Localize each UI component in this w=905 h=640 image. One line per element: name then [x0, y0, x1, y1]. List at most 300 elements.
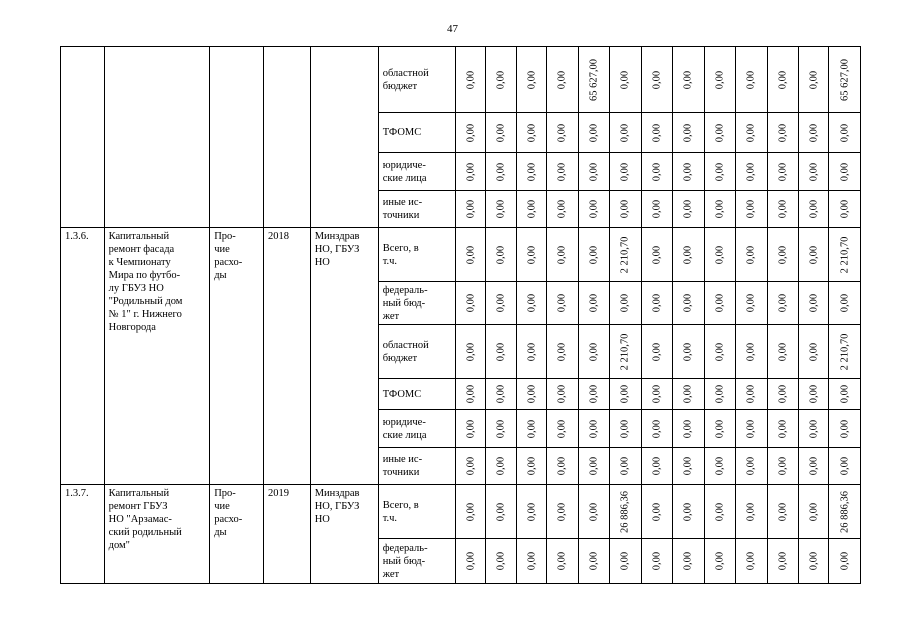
amount-cell — [736, 410, 767, 448]
amount-cell — [673, 153, 704, 191]
amount-value: 0,00 — [556, 123, 568, 142]
amount-cell — [767, 379, 798, 410]
amount-cell — [578, 153, 609, 191]
year: 2018 — [264, 228, 311, 485]
amount-cell — [829, 191, 861, 228]
amount-cell — [547, 379, 578, 410]
amount-value: 0,00 — [526, 502, 537, 521]
amount-cell — [704, 325, 735, 379]
amount-value: 0,00 — [777, 162, 789, 181]
amount-cell — [673, 191, 704, 228]
item-number: 1.3.7. — [61, 485, 105, 584]
amount-cell — [516, 539, 546, 584]
amount-cell — [829, 448, 861, 485]
amount-cell — [736, 153, 767, 191]
amount-cell — [547, 448, 578, 485]
funding-source: областной бюджет — [378, 47, 455, 113]
amount-value: 2 210,70 — [619, 333, 631, 370]
amount-value: 0,00 — [495, 419, 507, 438]
amount-value: 0,00 — [839, 293, 851, 313]
amount-cell — [829, 485, 861, 539]
amount-value: 0,00 — [556, 199, 568, 219]
amount-cell — [798, 113, 828, 153]
amount-cell — [673, 448, 704, 485]
amount-cell — [704, 539, 735, 584]
amount-value: 0,00 — [556, 162, 568, 181]
amount-value: 0,00 — [619, 551, 631, 571]
amount-cell — [673, 485, 704, 539]
amount-cell — [486, 47, 516, 113]
amount-value: 0,00 — [495, 502, 507, 521]
amount-cell — [673, 113, 704, 153]
amount-cell — [455, 228, 485, 282]
amount-value: 0,00 — [651, 70, 663, 89]
amount-cell — [578, 485, 609, 539]
funding-source: ТФОМС — [378, 379, 455, 410]
amount-cell — [673, 539, 704, 584]
amount-value: 0,00 — [777, 293, 789, 313]
amount-value: 0,00 — [839, 384, 851, 404]
amount-value: 26 886,36 — [839, 490, 851, 533]
amount-cell — [736, 282, 767, 325]
amount-cell — [798, 448, 828, 485]
amount-cell — [486, 325, 516, 379]
amount-value: 0,00 — [682, 162, 694, 181]
amount-value: 0,00 — [588, 502, 600, 521]
amount-value: 0,00 — [495, 456, 507, 476]
amount-cell — [455, 379, 485, 410]
amount-cell — [767, 539, 798, 584]
amount-value: 65 627,00 — [839, 58, 851, 101]
amount-cell — [641, 379, 672, 410]
amount-value: 0,00 — [465, 123, 477, 142]
amount-value: 0,00 — [745, 502, 757, 521]
table-row — [61, 47, 861, 113]
amount-cell — [673, 379, 704, 410]
amount-cell — [767, 410, 798, 448]
amount-cell — [673, 47, 704, 113]
amount-cell — [829, 379, 861, 410]
amount-cell — [673, 228, 704, 282]
amount-value: 0,00 — [682, 199, 694, 219]
amount-value: 0,00 — [465, 342, 477, 361]
amount-cell — [736, 325, 767, 379]
amount-cell — [610, 113, 641, 153]
amount-cell — [641, 539, 672, 584]
amount-cell — [455, 191, 485, 228]
item-name — [104, 47, 210, 228]
amount-value: 0,00 — [651, 342, 663, 361]
funding-source: иные ис- точники — [378, 191, 455, 228]
amount-value: 0,00 — [714, 199, 726, 219]
amount-value: 0,00 — [682, 70, 694, 89]
amount-cell — [798, 379, 828, 410]
amount-cell — [767, 325, 798, 379]
amount-cell — [547, 228, 578, 282]
amount-cell — [610, 228, 641, 282]
amount-value: 0,00 — [808, 456, 820, 476]
amount-value: 0,00 — [556, 502, 568, 521]
amount-cell — [610, 485, 641, 539]
amount-cell — [516, 191, 546, 228]
amount-cell — [610, 539, 641, 584]
amount-value: 0,00 — [682, 245, 694, 264]
amount-value: 0,00 — [465, 551, 477, 571]
amount-value: 0,00 — [682, 456, 694, 476]
amount-cell — [486, 191, 516, 228]
amount-cell — [829, 282, 861, 325]
amount-cell — [704, 282, 735, 325]
amount-cell — [641, 191, 672, 228]
amount-value: 0,00 — [651, 384, 663, 404]
amount-cell — [798, 485, 828, 539]
funding-source: Всего, в т.ч. — [378, 485, 455, 539]
amount-value: 0,00 — [714, 419, 726, 438]
amount-value: 0,00 — [808, 162, 820, 181]
amount-cell — [610, 448, 641, 485]
amount-cell — [486, 485, 516, 539]
amount-value: 0,00 — [839, 162, 851, 181]
amount-cell — [516, 153, 546, 191]
amount-value: 0,00 — [714, 551, 726, 571]
year — [264, 47, 311, 228]
amount-value: 0,00 — [714, 245, 726, 264]
amount-value: 0,00 — [745, 384, 757, 404]
amount-value: 0,00 — [526, 245, 537, 264]
amount-cell — [516, 325, 546, 379]
amount-cell — [673, 325, 704, 379]
amount-cell — [641, 448, 672, 485]
funding-source: Всего, в т.ч. — [378, 228, 455, 282]
amount-cell — [673, 410, 704, 448]
amount-value: 0,00 — [465, 245, 477, 264]
amount-cell — [704, 228, 735, 282]
amount-cell — [641, 113, 672, 153]
amount-cell — [578, 325, 609, 379]
amount-cell — [547, 410, 578, 448]
amount-cell — [516, 485, 546, 539]
amount-value: 0,00 — [526, 342, 537, 361]
amount-cell — [798, 325, 828, 379]
amount-value: 0,00 — [588, 123, 600, 142]
amount-cell — [455, 113, 485, 153]
amount-cell — [704, 485, 735, 539]
amount-cell — [516, 410, 546, 448]
amount-value: 0,00 — [714, 502, 726, 521]
amount-cell — [767, 448, 798, 485]
amount-cell — [486, 228, 516, 282]
funding-source: федераль- ный бюд- жет — [378, 539, 455, 584]
amount-value: 26 886,36 — [619, 490, 631, 533]
amount-cell — [610, 47, 641, 113]
amount-value: 0,00 — [777, 551, 789, 571]
amount-value: 0,00 — [651, 162, 663, 181]
amount-value: 0,00 — [526, 456, 537, 476]
amount-value: 0,00 — [839, 123, 851, 142]
amount-value: 0,00 — [682, 384, 694, 404]
table-row — [61, 485, 861, 539]
amount-value: 0,00 — [619, 293, 631, 313]
amount-cell — [704, 191, 735, 228]
amount-value: 0,00 — [745, 293, 757, 313]
amount-cell — [455, 448, 485, 485]
expense-type — [210, 47, 264, 228]
amount-cell — [736, 113, 767, 153]
amount-cell — [736, 379, 767, 410]
amount-cell — [798, 410, 828, 448]
amount-cell — [578, 113, 609, 153]
amount-cell — [486, 153, 516, 191]
amount-cell — [641, 485, 672, 539]
amount-cell — [829, 325, 861, 379]
amount-value: 0,00 — [714, 384, 726, 404]
amount-value: 0,00 — [745, 199, 757, 219]
amount-cell — [516, 282, 546, 325]
amount-value: 0,00 — [714, 456, 726, 476]
amount-value: 0,00 — [745, 551, 757, 571]
amount-value: 0,00 — [839, 199, 851, 219]
amount-value: 0,00 — [619, 70, 631, 89]
amount-cell — [455, 410, 485, 448]
amount-value: 0,00 — [465, 456, 477, 476]
amount-cell — [610, 153, 641, 191]
amount-cell — [798, 282, 828, 325]
amount-value: 0,00 — [839, 456, 851, 476]
amount-cell — [829, 113, 861, 153]
amount-value: 0,00 — [526, 123, 537, 142]
amount-cell — [767, 191, 798, 228]
amount-cell — [578, 191, 609, 228]
amount-value: 0,00 — [465, 502, 477, 521]
amount-cell — [578, 410, 609, 448]
amount-value: 0,00 — [526, 419, 537, 438]
amount-cell — [547, 539, 578, 584]
amount-cell — [767, 282, 798, 325]
amount-value: 2 210,70 — [619, 236, 631, 273]
amount-cell — [516, 113, 546, 153]
amount-value: 0,00 — [777, 245, 789, 264]
amount-cell — [578, 47, 609, 113]
amount-value: 0,00 — [839, 419, 851, 438]
amount-value: 0,00 — [588, 551, 600, 571]
amount-value: 0,00 — [777, 342, 789, 361]
amount-cell — [798, 539, 828, 584]
funding-source: иные ис- точники — [378, 448, 455, 485]
amount-cell — [610, 325, 641, 379]
amount-value: 0,00 — [682, 123, 694, 142]
amount-value: 0,00 — [777, 502, 789, 521]
amount-cell — [547, 485, 578, 539]
amount-value: 0,00 — [495, 293, 507, 313]
amount-value: 0,00 — [682, 419, 694, 438]
executor — [310, 47, 378, 228]
amount-cell — [455, 282, 485, 325]
amount-cell — [829, 539, 861, 584]
funding-source: юридиче- ские лица — [378, 153, 455, 191]
amount-cell — [455, 47, 485, 113]
amount-value: 0,00 — [556, 384, 568, 404]
amount-value: 0,00 — [777, 384, 789, 404]
amount-cell — [516, 448, 546, 485]
amount-value: 0,00 — [808, 245, 820, 264]
amount-value: 0,00 — [526, 70, 537, 89]
amount-cell — [736, 228, 767, 282]
amount-value: 0,00 — [745, 342, 757, 361]
amount-cell — [736, 191, 767, 228]
amount-value: 0,00 — [808, 502, 820, 521]
amount-value: 0,00 — [495, 551, 507, 571]
amount-value: 0,00 — [588, 419, 600, 438]
amount-value: 0,00 — [526, 199, 537, 219]
amount-value: 0,00 — [745, 245, 757, 264]
amount-value: 0,00 — [745, 162, 757, 181]
amount-value: 0,00 — [682, 551, 694, 571]
item-name: Капитальный ремонт ГБУЗ НО "Арзамас- ский родильный дом" — [104, 485, 210, 584]
amount-value: 0,00 — [526, 293, 537, 313]
year: 2019 — [264, 485, 311, 584]
amount-cell — [610, 282, 641, 325]
amount-value: 0,00 — [556, 551, 568, 571]
amount-value: 0,00 — [839, 551, 851, 571]
amount-cell — [829, 228, 861, 282]
amount-cell — [736, 485, 767, 539]
amount-value: 0,00 — [588, 245, 600, 264]
amount-value: 0,00 — [808, 70, 820, 89]
amount-value: 0,00 — [619, 384, 631, 404]
amount-value: 0,00 — [495, 123, 507, 142]
amount-cell — [455, 325, 485, 379]
amount-cell — [516, 228, 546, 282]
amount-cell — [767, 485, 798, 539]
amount-value: 0,00 — [465, 419, 477, 438]
amount-value: 0,00 — [808, 342, 820, 361]
table-row — [61, 228, 861, 282]
amount-value: 0,00 — [651, 245, 663, 264]
amount-cell — [516, 379, 546, 410]
amount-value: 65 627,00 — [588, 58, 600, 101]
amount-cell — [704, 113, 735, 153]
amount-cell — [455, 485, 485, 539]
amount-cell — [673, 282, 704, 325]
amount-value: 0,00 — [526, 162, 537, 181]
amount-value: 0,00 — [465, 199, 477, 219]
amount-cell — [736, 539, 767, 584]
amount-cell — [798, 228, 828, 282]
amount-cell — [767, 153, 798, 191]
amount-value: 0,00 — [588, 384, 600, 404]
amount-cell — [610, 410, 641, 448]
amount-cell — [767, 47, 798, 113]
executor: Минздрав НО, ГБУЗ НО — [310, 228, 378, 485]
amount-cell — [486, 410, 516, 448]
amount-cell — [704, 47, 735, 113]
amount-cell — [578, 448, 609, 485]
amount-cell — [704, 153, 735, 191]
amount-cell — [829, 410, 861, 448]
amount-value: 0,00 — [651, 123, 663, 142]
amount-value: 0,00 — [808, 199, 820, 219]
page-number: 47 — [447, 23, 458, 35]
amount-value: 0,00 — [556, 456, 568, 476]
amount-cell — [798, 191, 828, 228]
amount-value: 0,00 — [777, 419, 789, 438]
amount-value: 0,00 — [745, 456, 757, 476]
amount-cell — [610, 379, 641, 410]
amount-value: 0,00 — [777, 456, 789, 476]
amount-value: 0,00 — [714, 123, 726, 142]
amount-cell — [547, 325, 578, 379]
funding-source: юридиче- ские лица — [378, 410, 455, 448]
amount-cell — [547, 282, 578, 325]
amount-cell — [736, 47, 767, 113]
amount-cell — [704, 379, 735, 410]
amount-value: 0,00 — [588, 293, 600, 313]
amount-value: 0,00 — [619, 456, 631, 476]
amount-value: 0,00 — [682, 502, 694, 521]
amount-value: 0,00 — [619, 123, 631, 142]
amount-value: 0,00 — [651, 419, 663, 438]
amount-cell — [736, 448, 767, 485]
amount-cell — [610, 191, 641, 228]
amount-value: 0,00 — [745, 70, 757, 89]
amount-value: 0,00 — [465, 70, 477, 89]
amount-cell — [641, 47, 672, 113]
amount-value: 0,00 — [556, 419, 568, 438]
amount-cell — [641, 410, 672, 448]
amount-value: 0,00 — [745, 123, 757, 142]
amount-value: 0,00 — [619, 199, 631, 219]
amount-cell — [486, 539, 516, 584]
amount-value: 0,00 — [619, 162, 631, 181]
amount-value: 2 210,70 — [839, 333, 851, 370]
amount-value: 0,00 — [777, 123, 789, 142]
amount-value: 0,00 — [526, 384, 537, 404]
funding-source: областной бюджет — [378, 325, 455, 379]
amount-value: 0,00 — [714, 162, 726, 181]
amount-value: 0,00 — [808, 551, 820, 571]
amount-value: 0,00 — [495, 70, 507, 89]
amount-cell — [547, 113, 578, 153]
amount-value: 0,00 — [777, 199, 789, 219]
amount-cell — [486, 448, 516, 485]
amount-value: 0,00 — [777, 70, 789, 89]
budget-table — [60, 46, 861, 584]
amount-value: 0,00 — [651, 502, 663, 521]
executor: Минздрав НО, ГБУЗ НО — [310, 485, 378, 584]
amount-value: 0,00 — [495, 245, 507, 264]
amount-value: 0,00 — [465, 162, 477, 181]
amount-value: 0,00 — [619, 419, 631, 438]
amount-cell — [547, 153, 578, 191]
amount-cell — [704, 410, 735, 448]
item-number — [61, 47, 105, 228]
amount-value: 0,00 — [465, 384, 477, 404]
amount-value: 0,00 — [714, 70, 726, 89]
amount-value: 0,00 — [556, 342, 568, 361]
amount-value: 0,00 — [495, 199, 507, 219]
amount-value: 0,00 — [651, 456, 663, 476]
amount-cell — [829, 153, 861, 191]
amount-cell — [798, 47, 828, 113]
amount-value: 0,00 — [588, 456, 600, 476]
amount-value: 0,00 — [495, 162, 507, 181]
amount-value: 0,00 — [682, 293, 694, 313]
amount-cell — [578, 539, 609, 584]
amount-value: 0,00 — [556, 293, 568, 313]
amount-value: 0,00 — [808, 123, 820, 142]
amount-value: 0,00 — [588, 342, 600, 361]
expense-type: Про- чие расхо- ды — [210, 485, 264, 584]
